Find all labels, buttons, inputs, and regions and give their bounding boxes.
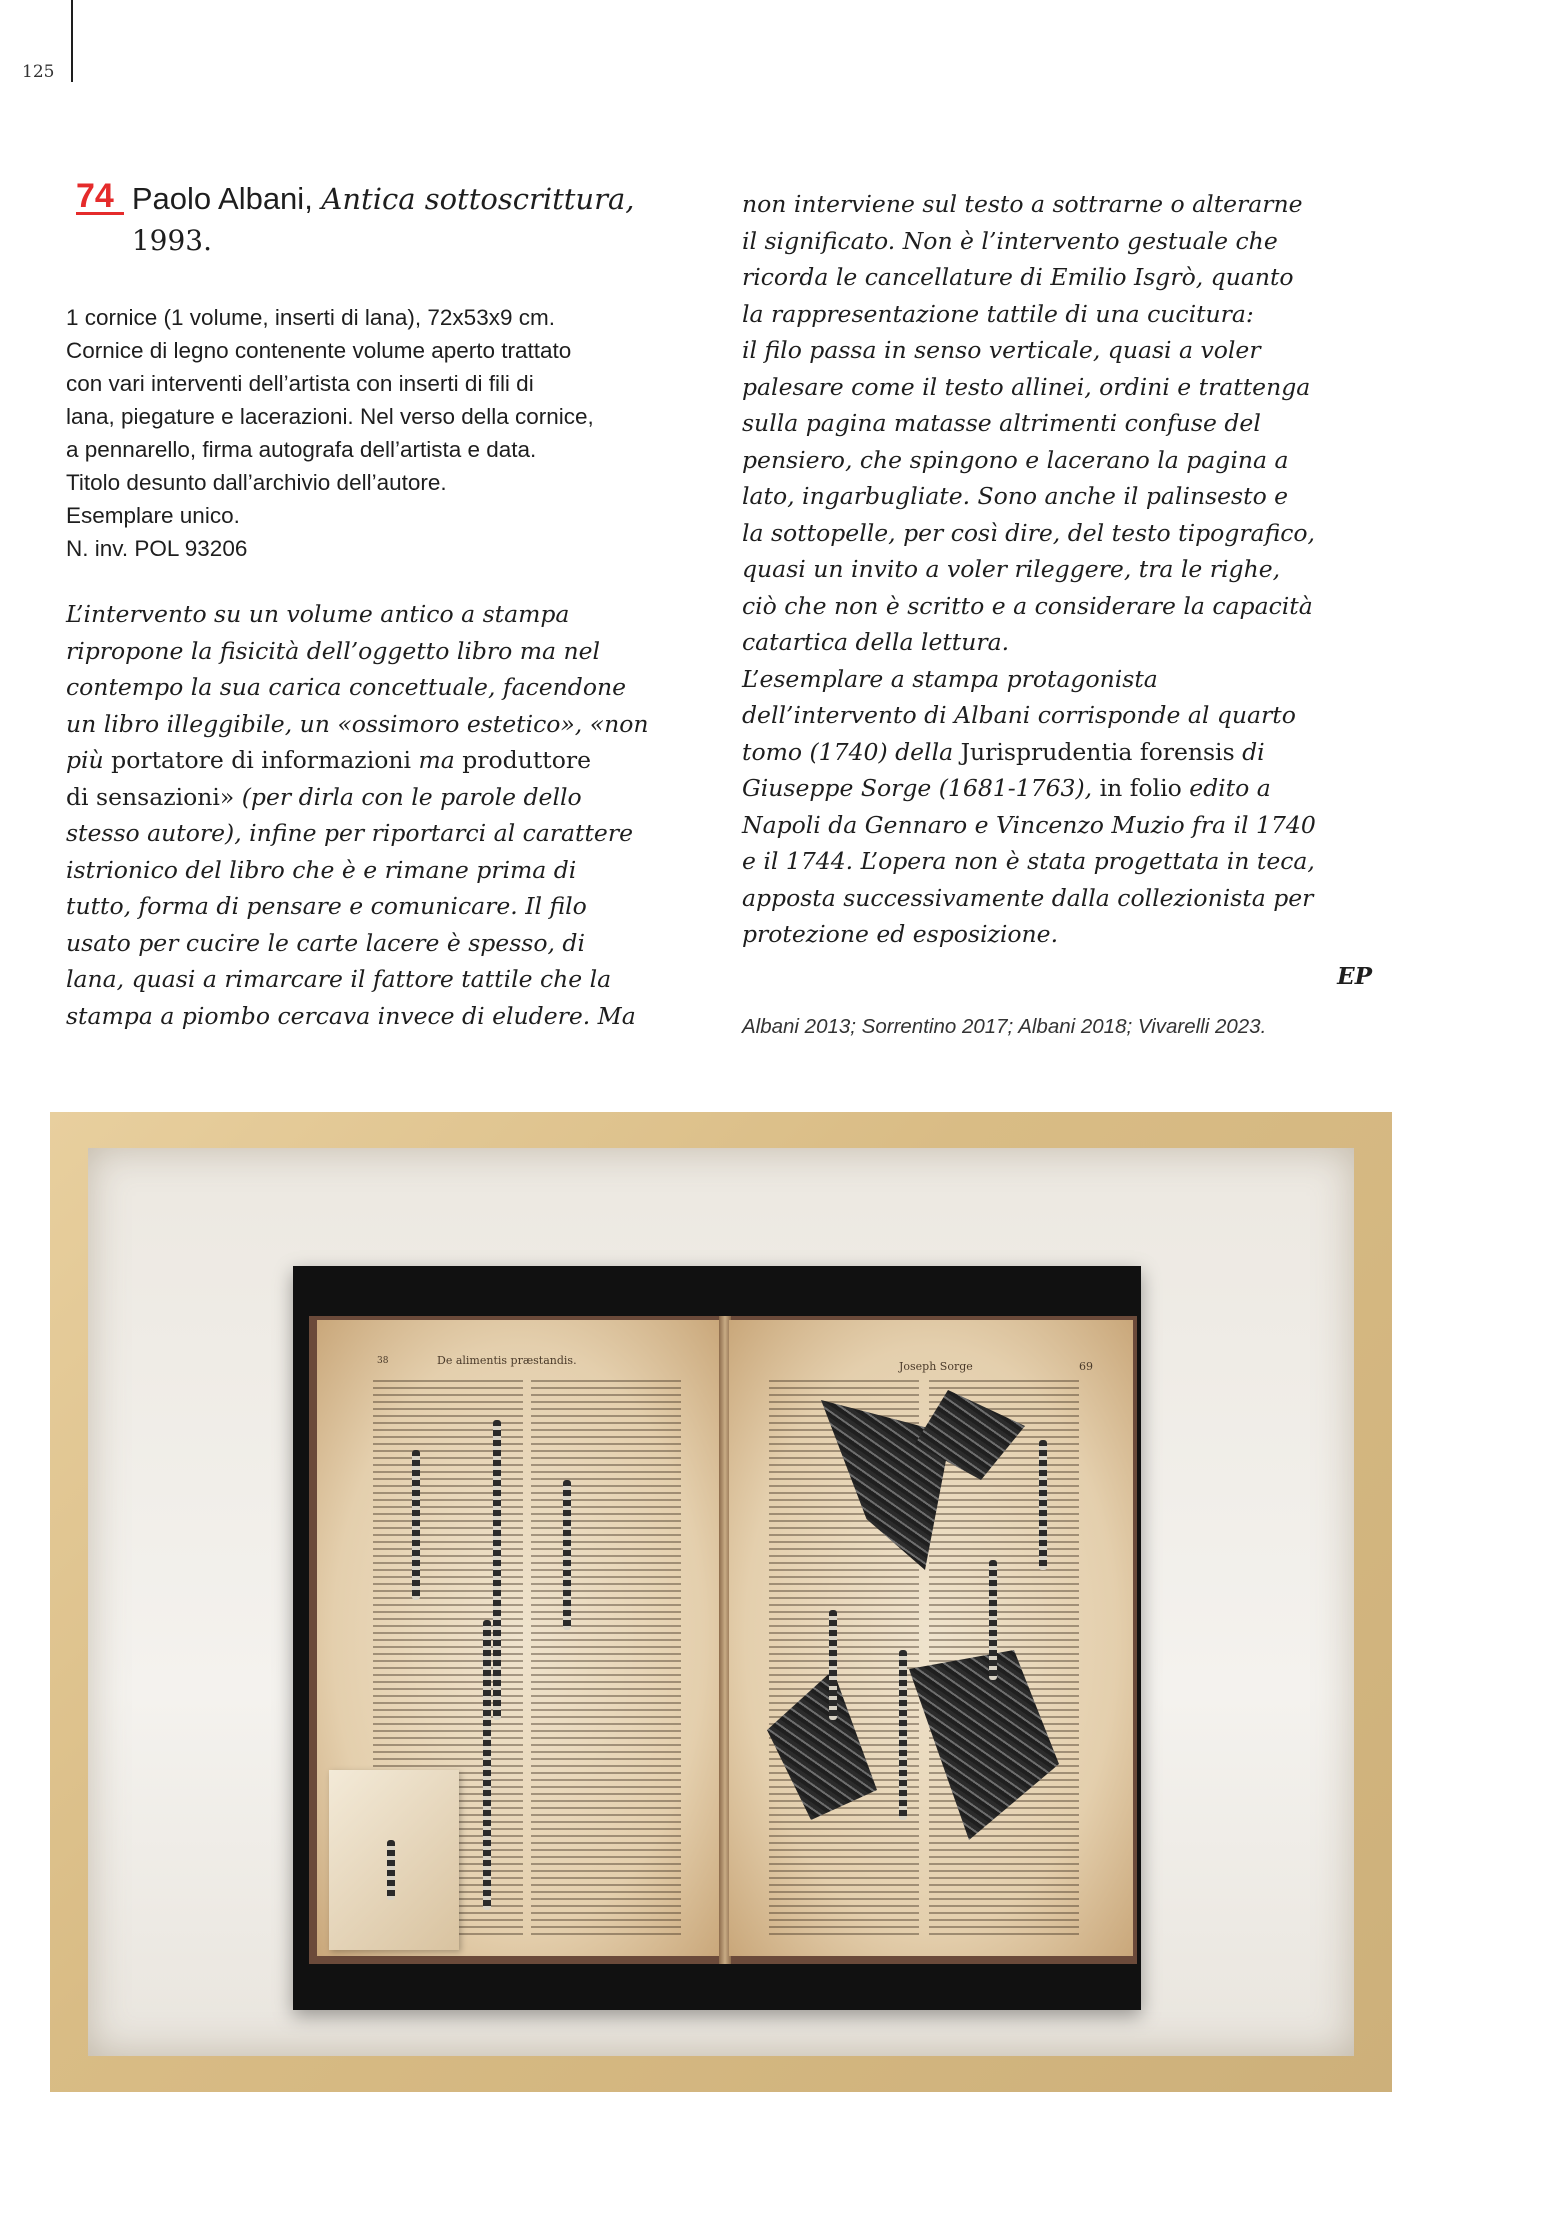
essay-right-column	[742, 186, 1382, 1046]
right-page-number: 69	[1079, 1360, 1093, 1373]
wool-stitch	[563, 1480, 571, 1630]
essay-fragment: Jurisprudentia forensis	[960, 737, 1235, 766]
essay-line: pensiero, che spingono e lacerano la pagina a	[742, 445, 1289, 474]
wool-stitch	[829, 1610, 837, 1720]
wool-stitch	[989, 1560, 997, 1680]
tech-line: lana, piegature e lacerazioni. Nel verso della cornice,	[66, 404, 594, 429]
essay-line: un libro illeggibile, un «ossimoro estetico», «non	[66, 709, 649, 738]
wool-stitch	[412, 1450, 420, 1600]
essay-fragment: di	[1234, 737, 1265, 766]
essay-fragment: fra il 1740	[1192, 810, 1316, 839]
essay-fragment: Napoli da Gennaro e Vincenzo Muzio	[742, 810, 1193, 839]
essay-line	[66, 779, 706, 816]
essay-fragment: più	[66, 746, 104, 774]
essay-fragment: ma	[418, 746, 455, 774]
left-page-number: 38	[377, 1356, 389, 1366]
frame-interior	[88, 1148, 1354, 2056]
essay-fragment: Giuseppe Sorge (1681-1763),	[742, 774, 1100, 802]
essay-line: il filo passa in senso verticale, quasi a voler	[742, 336, 1261, 364]
technical-description	[66, 301, 706, 565]
essay-line: e il 1744. L’opera non è stata progettata in teca,	[742, 847, 1315, 875]
open-book	[309, 1316, 1137, 1964]
black-mount	[293, 1266, 1141, 2010]
essay-fragment: tomo (1740) della	[742, 737, 961, 766]
essay-line: contempo la sua carica concettuale, facendone	[66, 673, 627, 701]
tech-line: N. inv. POL 93206	[66, 536, 248, 561]
tech-line: Cornice di legno contenente volume aperto trattato	[66, 338, 572, 363]
essay-fragment: (per dirla con le parole dello	[234, 782, 582, 811]
bibliography-references: Albani 2013; Sorrentino 2017; Albani 2018; Vivarelli 2023.	[742, 1015, 1267, 1038]
essay-left-column	[66, 596, 706, 1034]
author-initials: EP	[1337, 962, 1372, 990]
essay-line: ricorda le cancellature di Emilio Isgrò, quanto	[742, 263, 1294, 291]
left-page-header: De alimentis præstandis.	[437, 1354, 577, 1367]
essay-line: dell’intervento di Albani corrisponde al quarto	[742, 701, 1296, 729]
tech-line: Esemplare unico.	[66, 503, 240, 528]
work-year: 1993.	[131, 224, 212, 257]
wool-stitch	[899, 1650, 907, 1820]
essay-fragment: in folio	[1099, 774, 1182, 802]
essay-line: il significato. Non è l’intervento gestuale che	[742, 226, 1278, 255]
right-page	[729, 1320, 1133, 1956]
essay-line	[66, 742, 706, 779]
essay-line: protezione ed esposizione.	[742, 920, 1059, 948]
wool-stitch	[493, 1420, 501, 1720]
wool-stitch	[387, 1840, 395, 1900]
artwork-photograph	[50, 1112, 1392, 2092]
essay-line: usato per cucire le carte lacere è spesso, di	[66, 928, 585, 957]
essay-line: la rappresentazione tattile di una cucitura:	[742, 299, 1254, 328]
wool-stitch	[1039, 1440, 1047, 1570]
essay-line: non interviene sul testo a sottrarne o alterarne	[742, 190, 1303, 218]
essay-line	[742, 807, 1382, 844]
essay-line: la sottopelle, per così dire, del testo tipografico,	[742, 518, 1316, 547]
essay-line: sulla pagina matasse altrimenti confuse del	[742, 409, 1261, 437]
essay-line: ripropone la fisicità dell’oggetto libro ma nel	[66, 636, 601, 665]
essay-line: stampa a piombo cercava invece di eludere. Ma	[66, 1001, 636, 1030]
essay-line	[742, 770, 1382, 807]
essay-fragment: di sensazioni»	[66, 782, 235, 811]
essay-line: ciò che non è scritto e a considerare la capacità	[742, 591, 1313, 620]
tech-line: a pennarello, firma autografa dell’artista e data.	[66, 437, 537, 462]
right-page-header: Joseph Sorge	[899, 1360, 973, 1373]
tech-line: con vari interventi dell’artista con inserti di fili di	[66, 371, 534, 396]
entry-title	[132, 178, 635, 261]
artist-name: Paolo Albani,	[131, 181, 322, 216]
printed-column	[531, 1380, 681, 1940]
left-page	[317, 1320, 721, 1956]
entry-header	[66, 178, 706, 261]
essay-line: quasi un invito a voler rileggere, tra le righe,	[742, 555, 1281, 583]
essay-line: apposta successivamente dalla collezionista per	[742, 883, 1314, 912]
tech-line: Titolo desunto dall’archivio dell’autore.	[66, 470, 447, 495]
essay-line	[742, 734, 1382, 771]
essay-line: tutto, forma di pensare e comunicare. Il filo	[66, 892, 587, 920]
essay-line: stesso autore), infine per riportarci al carattere	[66, 819, 633, 847]
folio-rule	[71, 0, 73, 82]
essay-line: L’esemplare a stampa protagonista	[742, 664, 1158, 693]
essay-line: catartica della lettura.	[742, 628, 1010, 656]
essay-line: lato, ingarbugliate. Sono anche il palinsesto e	[742, 482, 1289, 510]
page-number: 125	[22, 62, 55, 82]
essay-line: palesare come il testo allinei, ordini e trattenga	[742, 372, 1311, 401]
essay-fragment: portatore di informazioni	[103, 746, 419, 774]
essay-line: lana, quasi a rimarcare il fattore tattile che la	[66, 965, 612, 993]
wooden-frame	[50, 1112, 1392, 2092]
entry-number: 74	[76, 178, 124, 215]
wool-stitch	[483, 1620, 491, 1910]
essay-line: istrionico del libro che è e rimane prima di	[66, 855, 577, 884]
essay-fragment: edito a	[1181, 774, 1271, 802]
work-title: Antica sottoscrittura,	[321, 182, 635, 216]
essay-line: L’intervento su un volume antico a stampa	[66, 600, 570, 628]
tech-line: 1 cornice (1 volume, inserti di lana), 72x53x9 cm.	[66, 305, 555, 330]
essay-fragment: produttore	[454, 746, 592, 774]
catalogue-entry	[66, 178, 706, 565]
